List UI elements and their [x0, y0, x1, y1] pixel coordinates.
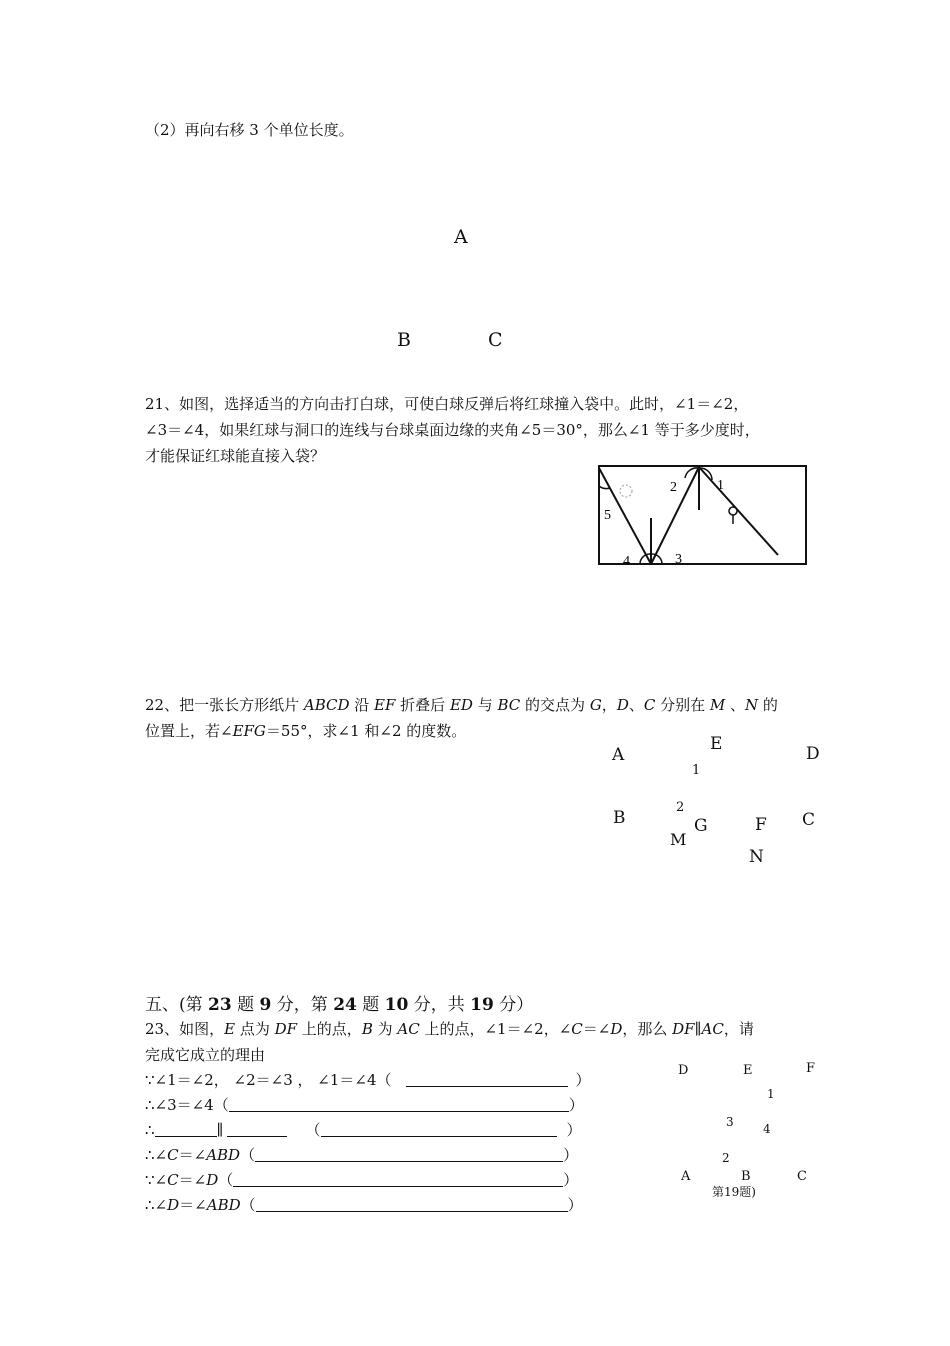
q23-label-f: F	[806, 1061, 816, 1076]
q22-line-1: 22、把一张长方形纸片 ABCD 沿 EF 折叠后 ED 与 BC 的交点为 G，D、C 分别在 M 、N 的	[145, 696, 778, 714]
angle-1-label: 1	[717, 478, 724, 493]
q21-line-1: 21、如图，选择适当的方向击打白球，可使白球反弹后将红球撞入袋中。此时，∠1＝∠2，	[145, 395, 749, 413]
blank-line-2[interactable]	[227, 1120, 287, 1137]
q22-line-2: 位置上，若∠EFG＝55°，求∠1 和∠2 的度数。	[145, 722, 467, 740]
blank-reason-1[interactable]	[406, 1070, 568, 1087]
q21-line-2: ∠3＝∠4，如果红球与洞口的连线与台球桌面边缘的夹角∠5＝30°，那么∠1 等于多少度时，	[145, 421, 760, 439]
proof-step-3: ∴ ∥ （ ）	[145, 1121, 582, 1139]
q23-label-1: 1	[767, 1087, 775, 1101]
proof-step-2: ∴∠3＝∠4（ ）	[145, 1096, 584, 1114]
fold-label-a: A	[612, 745, 625, 765]
proof-step-5: ∵∠C＝∠D（ ）	[145, 1171, 579, 1189]
q23-intro-line-1: 23、如图，E 点为 DF 上的点，B 为 AC 上的点，∠1＝∠2，∠C＝∠D，那么 DF∥AC，请	[145, 1020, 754, 1038]
fold-label-f: F	[755, 815, 767, 835]
q23-label-4: 4	[763, 1122, 771, 1136]
blank-reason-2[interactable]	[229, 1095, 569, 1112]
proof-step-4: ∴∠C＝∠ABD（ ）	[145, 1146, 579, 1164]
q23-label-d: D	[678, 1063, 689, 1078]
blank-line-1[interactable]	[155, 1120, 217, 1137]
proof-step-6: ∴∠D＝∠ABD（ ）	[145, 1196, 583, 1214]
red-ball	[620, 485, 632, 497]
blank-reason-3[interactable]	[321, 1120, 557, 1137]
billiard-figure	[590, 458, 815, 573]
q23-intro-line-2: 完成它成立的理由	[145, 1046, 266, 1064]
angle-2-label: 2	[670, 480, 677, 495]
white-ball	[729, 507, 737, 515]
q20-point-c: C	[488, 329, 503, 351]
q21-line-3: 才能保证红球能直接入袋？	[145, 447, 326, 465]
q23-label-2: 2	[722, 1151, 730, 1165]
fold-label-d: D	[806, 744, 820, 764]
fold-label-e: E	[710, 734, 723, 754]
q20-step-2: （2）再向右移 3 个单位长度。	[145, 121, 354, 139]
path-top-to-cue	[699, 467, 778, 555]
blank-reason-4[interactable]	[255, 1145, 563, 1162]
angle-5-label: 5	[604, 508, 611, 523]
q23-label-b: B	[741, 1169, 751, 1184]
q23-label-a: A	[681, 1169, 691, 1184]
angle-4-label: 4	[623, 554, 630, 569]
angle-3-label: 3	[675, 552, 682, 567]
fold-label-n: N	[749, 847, 764, 867]
fold-label-c: C	[802, 810, 816, 830]
section-5-heading: 五、(第 23 题 9 分，第 24 题 10 分，共 19 分）	[145, 995, 534, 1015]
fold-label-2: 2	[676, 800, 685, 815]
q23-label-3: 3	[726, 1115, 734, 1129]
q20-point-b: B	[397, 329, 411, 351]
q23-figure-caption: 第19题)	[712, 1185, 756, 1199]
q23-label-e: E	[743, 1063, 753, 1078]
fold-label-g: G	[694, 816, 708, 836]
proof-step-1: ∵∠1＝∠2， ∠2＝∠3 ， ∠1＝∠4（ ）	[145, 1071, 591, 1089]
fold-label-m: M	[670, 830, 687, 849]
q23-label-c: C	[797, 1169, 807, 1184]
blank-reason-5[interactable]	[233, 1170, 563, 1187]
table-border	[599, 466, 806, 564]
fold-label-1: 1	[692, 763, 701, 778]
q20-point-a: A	[454, 226, 468, 248]
fold-label-b: B	[613, 808, 626, 828]
blank-reason-6[interactable]	[256, 1195, 568, 1212]
